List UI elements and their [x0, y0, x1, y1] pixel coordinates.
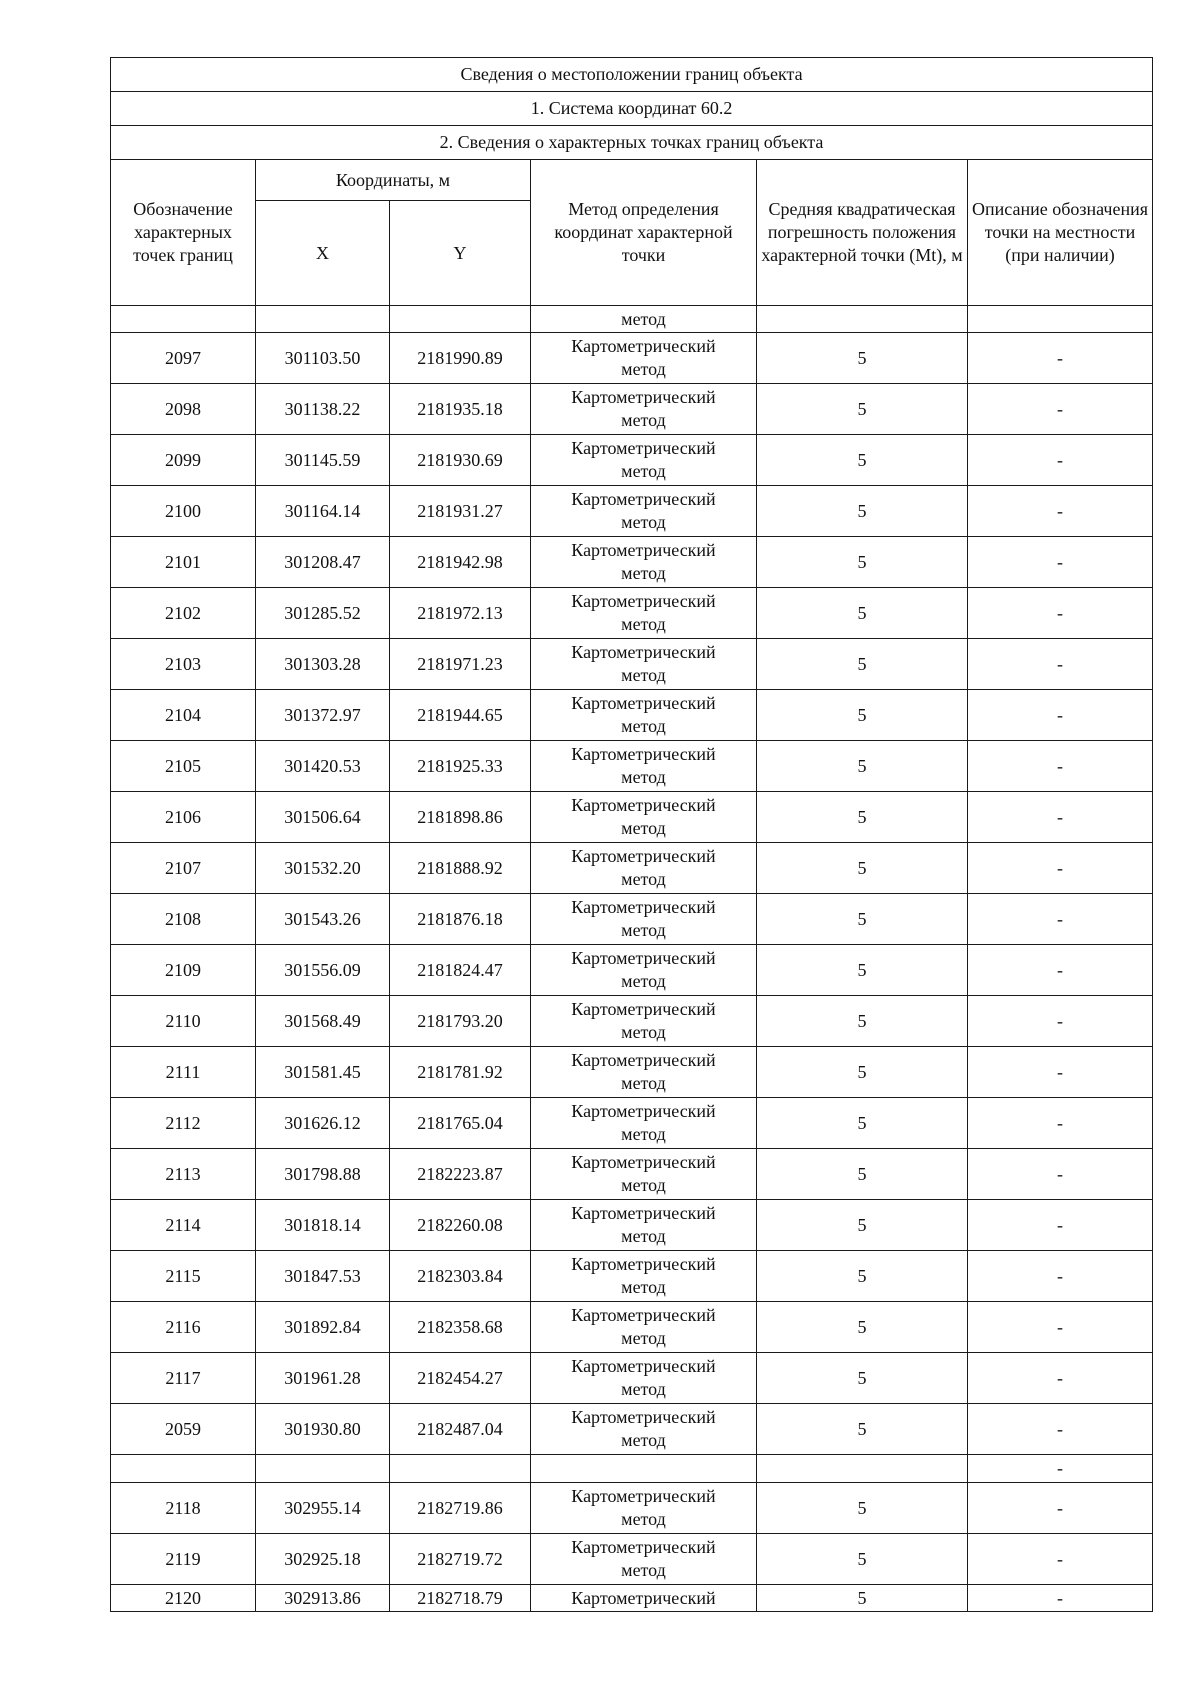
table-row — [111, 1251, 1153, 1302]
cell-method — [531, 1047, 757, 1098]
cell-error: 5 — [757, 690, 968, 741]
method-line-1: Картометрический — [571, 1203, 716, 1223]
cell-error: 5 — [757, 1353, 968, 1404]
cell-point-id: 2098 — [111, 384, 256, 435]
header-error: Средняя квадратическая погрешность положения характерной точки (Mt), м — [757, 160, 968, 306]
cell-x: 301145.59 — [256, 435, 390, 486]
cell-error: 5 — [757, 1483, 968, 1534]
cell-error: 5 — [757, 1200, 968, 1251]
cell-description: - — [968, 1200, 1153, 1251]
cell-y: 2182454.27 — [390, 1353, 531, 1404]
cell-x: 301930.80 — [256, 1404, 390, 1455]
table-row — [111, 843, 1153, 894]
cell-x: 301581.45 — [256, 1047, 390, 1098]
cell-x: 301892.84 — [256, 1302, 390, 1353]
method-line-1: Картометрический — [571, 336, 716, 356]
cell-method — [531, 1251, 757, 1302]
cell-error: 5 — [757, 741, 968, 792]
table-row — [111, 1200, 1153, 1251]
cell-x: 301847.53 — [256, 1251, 390, 1302]
cell-description: - — [968, 1149, 1153, 1200]
continuation-method: метод — [531, 306, 757, 333]
cell-y: 2181971.23 — [390, 639, 531, 690]
cell-method — [531, 1585, 757, 1612]
cell-empty — [256, 1455, 390, 1483]
method-line-1: Картометрический — [571, 1101, 716, 1121]
method-line-2: метод — [621, 461, 666, 481]
cell-point-id: 2115 — [111, 1251, 256, 1302]
method-line-2: метод — [621, 512, 666, 532]
cell-method — [531, 1302, 757, 1353]
cell-x: 301208.47 — [256, 537, 390, 588]
cell-error: 5 — [757, 1251, 968, 1302]
method-line-1: Картометрический — [571, 795, 716, 815]
cell-y: 2181898.86 — [390, 792, 531, 843]
cell-point-id: 2099 — [111, 435, 256, 486]
cell-x: 301506.64 — [256, 792, 390, 843]
cell-y: 2181888.92 — [390, 843, 531, 894]
section-title: Сведения о местоположении границ объекта — [111, 58, 1153, 92]
cell-empty — [256, 306, 390, 333]
method-line-2: метод — [621, 1509, 666, 1529]
table-row — [111, 1098, 1153, 1149]
cell-empty — [390, 306, 531, 333]
cell-method — [531, 588, 757, 639]
cell-y: 2182487.04 — [390, 1404, 531, 1455]
method-line-1: Картометрический — [571, 1050, 716, 1070]
cell-description: - — [968, 1098, 1153, 1149]
method-line-2: метод — [621, 1073, 666, 1093]
cell-x: 301420.53 — [256, 741, 390, 792]
cell-method — [531, 945, 757, 996]
table-row — [111, 1585, 1153, 1612]
cell-y: 2181765.04 — [390, 1098, 531, 1149]
cell-method — [531, 741, 757, 792]
cell-method — [531, 1404, 757, 1455]
cell-description: - — [968, 1534, 1153, 1585]
cell-method — [531, 1200, 757, 1251]
header-y: Y — [390, 201, 531, 306]
cell-point-id: 2113 — [111, 1149, 256, 1200]
method-line-2: метод — [621, 1379, 666, 1399]
cell-y: 2182718.79 — [390, 1585, 531, 1612]
cell-description: - — [968, 435, 1153, 486]
table-row — [111, 1353, 1153, 1404]
cell-description: - — [968, 537, 1153, 588]
cell-description: - — [968, 1483, 1153, 1534]
cell-method — [531, 1534, 757, 1585]
cell-y: 2182260.08 — [390, 1200, 531, 1251]
cell-point-id: 2059 — [111, 1404, 256, 1455]
cell-point-id: 2106 — [111, 792, 256, 843]
cell-point-id: 2104 — [111, 690, 256, 741]
cell-empty — [531, 1455, 757, 1483]
method-line-2: метод — [621, 818, 666, 838]
table-row — [111, 1047, 1153, 1098]
cell-error: 5 — [757, 1585, 968, 1612]
table-row — [111, 486, 1153, 537]
cell-x: 301532.20 — [256, 843, 390, 894]
table-row — [111, 333, 1153, 384]
cell-description: - — [968, 333, 1153, 384]
table-row — [111, 588, 1153, 639]
cell-point-id: 2110 — [111, 996, 256, 1047]
method-line-1: Картометрический — [571, 846, 716, 866]
cell-error: 5 — [757, 1047, 968, 1098]
method-line-1: Картометрический — [571, 1486, 716, 1506]
cell-y: 2181931.27 — [390, 486, 531, 537]
cell-x: 301303.28 — [256, 639, 390, 690]
table-row — [111, 537, 1153, 588]
table-row — [111, 1149, 1153, 1200]
cell-description: - — [968, 1585, 1153, 1612]
cell-y: 2181876.18 — [390, 894, 531, 945]
method-line-2: метод — [621, 1226, 666, 1246]
cell-x: 301961.28 — [256, 1353, 390, 1404]
method-line-1: Картометрический — [571, 948, 716, 968]
header-point-label: Обозначение характерных точек границ — [111, 160, 256, 306]
cell-point-id: 2107 — [111, 843, 256, 894]
cell-y: 2181972.13 — [390, 588, 531, 639]
cell-x: 301138.22 — [256, 384, 390, 435]
cell-error: 5 — [757, 537, 968, 588]
header-description: Описание обозначения точки на местности (при наличии) — [968, 160, 1153, 306]
table-row — [111, 435, 1153, 486]
cell-y: 2182223.87 — [390, 1149, 531, 1200]
method-line-2: метод — [621, 971, 666, 991]
cell-empty — [111, 306, 256, 333]
cell-method — [531, 333, 757, 384]
cell-point-id: 2111 — [111, 1047, 256, 1098]
cell-description: - — [968, 588, 1153, 639]
cell-description: - — [968, 894, 1153, 945]
cell-point-id: 2108 — [111, 894, 256, 945]
cell-error: 5 — [757, 435, 968, 486]
cell-description: - — [968, 843, 1153, 894]
cell-error: 5 — [757, 792, 968, 843]
method-line-1: Картометрический — [571, 693, 716, 713]
cell-empty — [390, 1455, 531, 1483]
cell-error: 5 — [757, 1098, 968, 1149]
cell-error: 5 — [757, 333, 968, 384]
method-line-1: Картометрический — [571, 1537, 716, 1557]
cell-point-id: 2119 — [111, 1534, 256, 1585]
method-line-2: метод — [621, 1124, 666, 1144]
cell-method — [531, 843, 757, 894]
cell-method — [531, 1353, 757, 1404]
cell-empty — [111, 1455, 256, 1483]
cell-description: - — [968, 1251, 1153, 1302]
method-line-1: Картометрический — [571, 999, 716, 1019]
cell-method — [531, 639, 757, 690]
cell-y: 2181793.20 — [390, 996, 531, 1047]
cell-y: 2181990.89 — [390, 333, 531, 384]
cell-method — [531, 792, 757, 843]
method-line-1: Картометрический — [571, 591, 716, 611]
cell-x: 301103.50 — [256, 333, 390, 384]
continuation-row — [111, 306, 1153, 333]
cell-description: - — [968, 1302, 1153, 1353]
cell-description: - — [968, 1047, 1153, 1098]
cell-point-id: 2109 — [111, 945, 256, 996]
cell-y: 2181935.18 — [390, 384, 531, 435]
cell-description: - — [968, 1455, 1153, 1483]
cell-error: 5 — [757, 588, 968, 639]
cell-method — [531, 435, 757, 486]
method-line-2: метод — [621, 614, 666, 634]
table-row — [111, 1483, 1153, 1534]
cell-error: 5 — [757, 384, 968, 435]
cell-y: 2181781.92 — [390, 1047, 531, 1098]
cell-empty — [757, 1455, 968, 1483]
cell-error: 5 — [757, 639, 968, 690]
table-row — [111, 792, 1153, 843]
cell-point-id: 2114 — [111, 1200, 256, 1251]
points-section-title: 2. Сведения о характерных точках границ объекта — [111, 126, 1153, 160]
cell-description: - — [968, 486, 1153, 537]
cell-x: 302913.86 — [256, 1585, 390, 1612]
cell-description: - — [968, 384, 1153, 435]
cell-empty — [757, 306, 968, 333]
method-line-2: метод — [621, 563, 666, 583]
method-line-2: метод — [621, 920, 666, 940]
cell-error: 5 — [757, 1149, 968, 1200]
method-line-2: метод — [621, 1430, 666, 1450]
cell-point-id: 2103 — [111, 639, 256, 690]
cell-x: 301372.97 — [256, 690, 390, 741]
boundary-points-document — [110, 57, 1152, 1612]
cell-error: 5 — [757, 843, 968, 894]
cell-description: - — [968, 1404, 1153, 1455]
cell-x: 301626.12 — [256, 1098, 390, 1149]
method-line-1: Картометрический — [571, 642, 716, 662]
cell-error: 5 — [757, 1534, 968, 1585]
cell-description: - — [968, 792, 1153, 843]
cell-method — [531, 1483, 757, 1534]
method-line-2: метод — [621, 1560, 666, 1580]
cell-error: 5 — [757, 486, 968, 537]
table-row — [111, 894, 1153, 945]
cell-point-id: 2101 — [111, 537, 256, 588]
header-method: Метод определения координат характерной точки — [531, 160, 757, 306]
cell-point-id: 2117 — [111, 1353, 256, 1404]
cell-y: 2182719.86 — [390, 1483, 531, 1534]
method-line-2: метод — [621, 767, 666, 787]
table-row — [111, 1534, 1153, 1585]
method-line-2: метод — [621, 665, 666, 685]
cell-x: 301164.14 — [256, 486, 390, 537]
cell-point-id: 2118 — [111, 1483, 256, 1534]
cell-x: 301798.88 — [256, 1149, 390, 1200]
method-line-2: метод — [621, 716, 666, 736]
cell-point-id: 2097 — [111, 333, 256, 384]
cell-method — [531, 1149, 757, 1200]
header-x: X — [256, 201, 390, 306]
cell-y: 2181925.33 — [390, 741, 531, 792]
method-line-1: Картометрический — [571, 1407, 716, 1427]
cell-point-id: 2116 — [111, 1302, 256, 1353]
method-line-1: Картометрический — [571, 1254, 716, 1274]
cell-y: 2181824.47 — [390, 945, 531, 996]
cell-method — [531, 690, 757, 741]
cell-x: 301285.52 — [256, 588, 390, 639]
cell-point-id: 2102 — [111, 588, 256, 639]
coordinate-system-title: 1. Система координат 60.2 — [111, 92, 1153, 126]
cell-description: - — [968, 741, 1153, 792]
cell-x: 301556.09 — [256, 945, 390, 996]
method-line-1: Картометрический — [571, 1152, 716, 1172]
cell-x: 301568.49 — [256, 996, 390, 1047]
method-line-2: метод — [621, 1328, 666, 1348]
cell-method — [531, 384, 757, 435]
method-line-1: Картометрический — [571, 489, 716, 509]
cell-y: 2181930.69 — [390, 435, 531, 486]
cell-error: 5 — [757, 996, 968, 1047]
method-line-2: метод — [621, 1277, 666, 1297]
cell-x: 302925.18 — [256, 1534, 390, 1585]
cell-y: 2182303.84 — [390, 1251, 531, 1302]
cell-description: - — [968, 945, 1153, 996]
cell-point-id: 2120 — [111, 1585, 256, 1612]
method-line-2: метод — [621, 869, 666, 889]
cell-method — [531, 894, 757, 945]
table-row — [111, 690, 1153, 741]
method-line-1: Картометрический — [571, 1356, 716, 1376]
cell-error: 5 — [757, 945, 968, 996]
method-line-1: Картометрический — [571, 540, 716, 560]
table-row — [111, 639, 1153, 690]
cell-point-id: 2100 — [111, 486, 256, 537]
method-line-1: Картометрический — [571, 1305, 716, 1325]
cell-error: 5 — [757, 894, 968, 945]
table-row — [111, 945, 1153, 996]
cell-method — [531, 537, 757, 588]
method-line-1: Картометрический — [571, 1587, 716, 1608]
method-line-1: Картометрический — [571, 438, 716, 458]
cell-y: 2181944.65 — [390, 690, 531, 741]
method-line-1: Картометрический — [571, 387, 716, 407]
method-line-2: метод — [621, 1175, 666, 1195]
table-row — [111, 996, 1153, 1047]
cell-x: 301543.26 — [256, 894, 390, 945]
table-row — [111, 384, 1153, 435]
method-line-2: метод — [621, 359, 666, 379]
cell-error: 5 — [757, 1404, 968, 1455]
boundary-points-table — [110, 57, 1153, 1612]
cell-description: - — [968, 1353, 1153, 1404]
cell-point-id: 2112 — [111, 1098, 256, 1149]
method-line-2: метод — [621, 410, 666, 430]
cell-method — [531, 996, 757, 1047]
table-row — [111, 1404, 1153, 1455]
cell-y: 2182719.72 — [390, 1534, 531, 1585]
method-line-1: Картометрический — [571, 744, 716, 764]
cell-method — [531, 1098, 757, 1149]
separator-row — [111, 1455, 1153, 1483]
method-line-2: метод — [621, 1022, 666, 1042]
cell-error: 5 — [757, 1302, 968, 1353]
method-line-1: Картометрический — [571, 897, 716, 917]
table-row — [111, 1302, 1153, 1353]
cell-description: - — [968, 996, 1153, 1047]
cell-point-id: 2105 — [111, 741, 256, 792]
cell-x: 301818.14 — [256, 1200, 390, 1251]
header-coordinates: Координаты, м — [256, 160, 531, 201]
cell-method — [531, 486, 757, 537]
table-row — [111, 741, 1153, 792]
cell-y: 2182358.68 — [390, 1302, 531, 1353]
cell-description: - — [968, 690, 1153, 741]
cell-description: - — [968, 639, 1153, 690]
cell-x: 302955.14 — [256, 1483, 390, 1534]
cell-empty — [968, 306, 1153, 333]
cell-y: 2181942.98 — [390, 537, 531, 588]
